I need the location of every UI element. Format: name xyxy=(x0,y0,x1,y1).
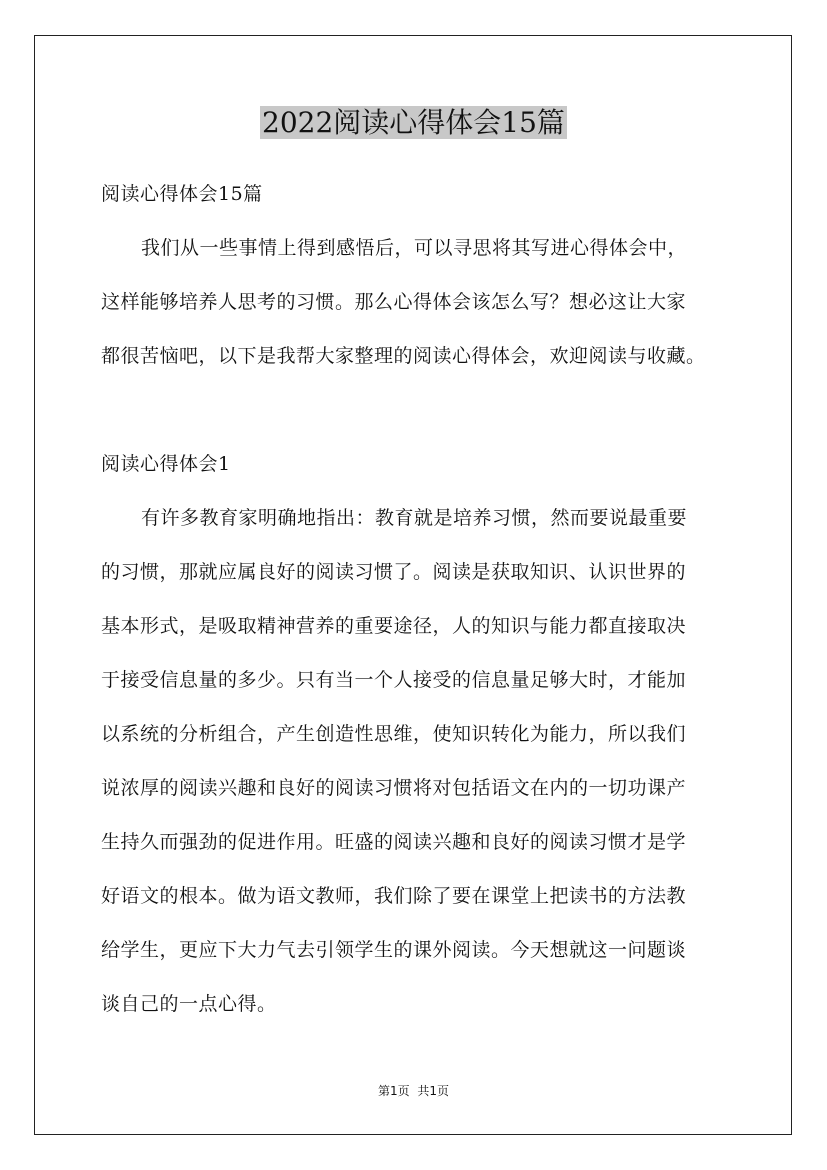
section-line: 好语文的根本。做为语文教师，我们除了要在课堂上把读书的方法教 xyxy=(101,885,687,907)
section-line: 有许多教育家明确地指出：教育就是培养习惯，然而要说最重要 xyxy=(141,507,688,529)
section-paragraph xyxy=(101,491,741,1031)
section-heading: 阅读心得体会1 xyxy=(101,453,231,475)
section-line: 谈自己的一点心得。 xyxy=(101,993,277,1015)
page-number-label: 第1页 共1页 xyxy=(377,1084,450,1098)
intro-paragraph xyxy=(101,221,741,383)
section-line: 基本形式，是吸取精神营养的重要途径，人的知识与能力都直接取决 xyxy=(101,615,687,637)
section-line: 于接受信息量的多少。只有当一个人接受的信息量足够大时，才能加 xyxy=(101,669,687,691)
document-title xyxy=(0,103,827,143)
intro-line: 这样能够培养人思考的习惯。那么心得体会该怎么写？想必这让大家 xyxy=(101,291,687,313)
section-line: 生持久而强劲的促进作用。旺盛的阅读兴趣和良好的阅读习惯才是学 xyxy=(101,831,687,853)
section-line: 的习惯，那就应属良好的阅读习惯了。阅读是获取知识、认识世界的 xyxy=(101,561,687,583)
intro-line: 我们从一些事情上得到感悟后，可以寻思将其写进心得体会中， xyxy=(141,237,688,259)
section-line: 说浓厚的阅读兴趣和良好的阅读习惯将对包括语文在内的一切功课产 xyxy=(101,777,687,799)
document-title-text: 2022阅读心得体会15篇 xyxy=(262,106,565,139)
page-footer xyxy=(0,1082,827,1100)
section-line: 以系统的分析组合，产生创造性思维，使知识转化为能力，所以我们 xyxy=(101,723,687,745)
intro-line: 都很苦恼吧，以下是我帮大家整理的阅读心得体会，欢迎阅读与收藏。 xyxy=(101,345,706,367)
section-line: 给学生，更应下大力气去引领学生的课外阅读。今天想就这一问题谈 xyxy=(101,939,687,961)
document-subtitle: 阅读心得体会15篇 xyxy=(101,183,263,205)
